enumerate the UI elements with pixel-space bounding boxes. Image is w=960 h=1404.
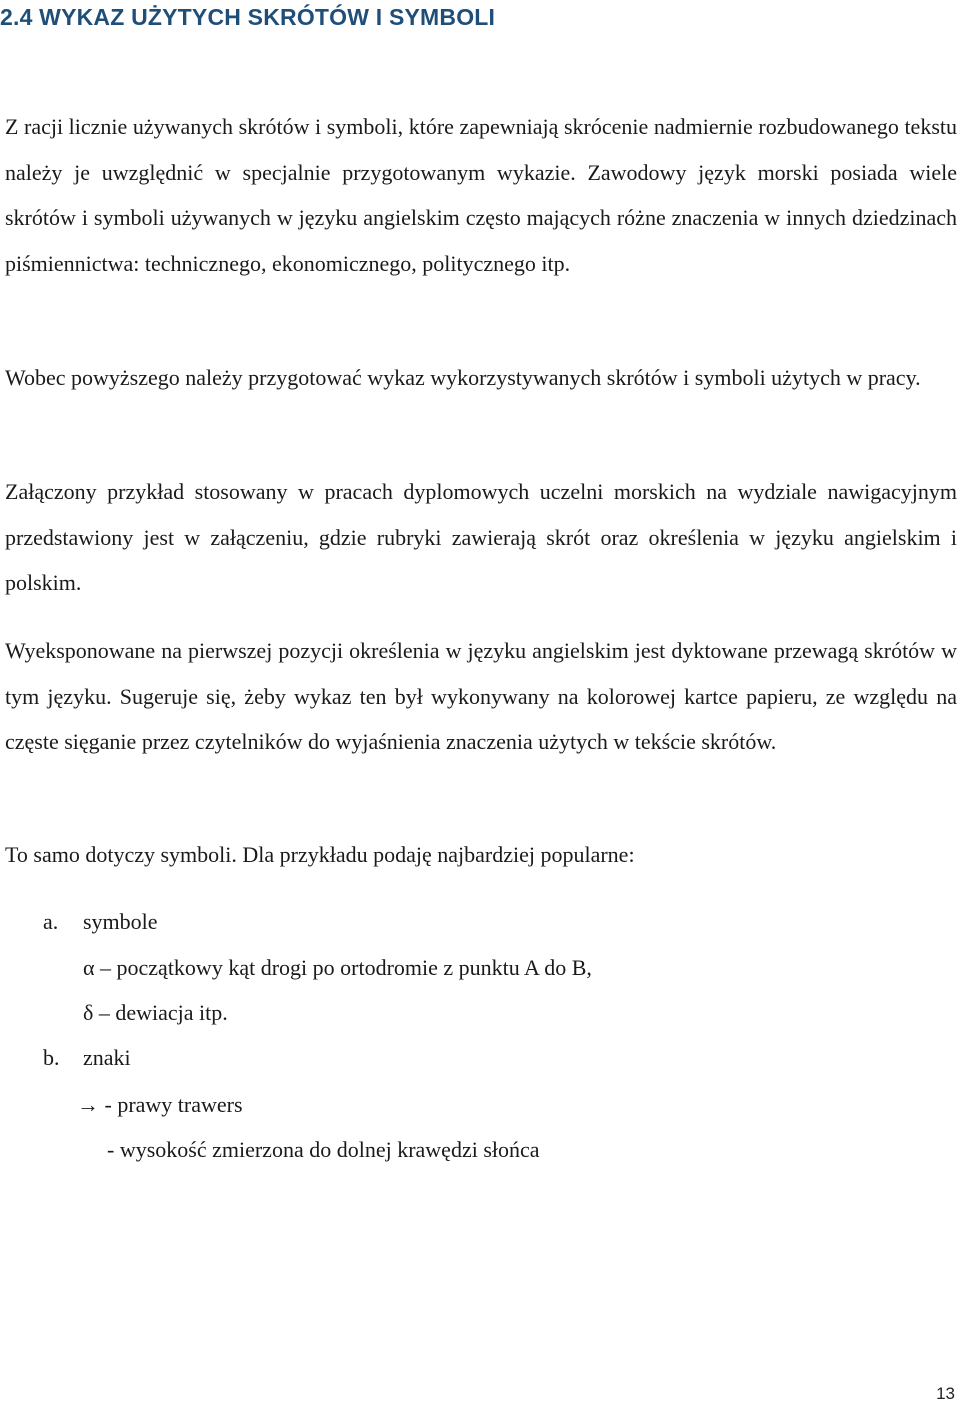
symbol-alpha-entry: α – początkowy kąt drogi po ortodromie z punktu A do B, — [83, 955, 592, 980]
list-label-signs: znaki — [83, 1045, 131, 1070]
list-marker-a: a. — [43, 909, 59, 934]
sign-sun-lower-limb-entry: - wysokość zmierzona do dolnej krawędzi słońca — [107, 1137, 540, 1162]
paragraph-english-terms: Wyeksponowane na pierwszej pozycji określenia w języku angielskim jest dyktowane przewagą skrótów w tym języku. Sugeruje się, żeby wykaz ten był wykonywany na kolorowej kartce papieru, ze względu na częste sięganie przez czytelników do wyjaśnienia znaczenia użytych w tekście skrótów. — [5, 638, 957, 755]
paragraph-symbols-intro: To samo dotyczy symboli. Dla przykładu podaję najbardziej popularne: — [5, 842, 635, 867]
symbol-delta-entry: δ – dewiacja itp. — [83, 1000, 228, 1025]
sign-arrow-entry: → - prawy trawers — [77, 1092, 243, 1117]
list-label-symbols: symbole — [83, 909, 158, 934]
page-number: 13 — [936, 1384, 955, 1403]
list-marker-b: b. — [43, 1045, 60, 1070]
section-heading: 2.4 WYKAZ UŻYTYCH SKRÓTÓW I SYMBOLI — [0, 4, 496, 30]
paragraph-intro: Z racji licznie używanych skrótów i symboli, które zapewniają skrócenie nadmiernie rozbudowanego tekstu należy je uwzględnić w specjalnie przygotowanym wykazie. Zawodowy język morski posiada wiele skrótów i symboli używanych w języku angielskim często mających różne znaczenia w innych dziedzinach piśmiennictwa: technicznego, ekonomicznego, politycznego itp. — [5, 114, 957, 277]
paragraph-prepare-list: Wobec powyższego należy przygotować wykaz wykorzystywanych skrótów i symboli użytych w pracy. — [5, 365, 921, 390]
paragraph-example: Załączony przykład stosowany w pracach dyplomowych uczelni morskich na wydziale nawigacyjnym przedstawiony jest w załączeniu, gdzie rubryki zawierają skrót oraz określenia w języku angielskim i polskim. — [5, 479, 957, 596]
